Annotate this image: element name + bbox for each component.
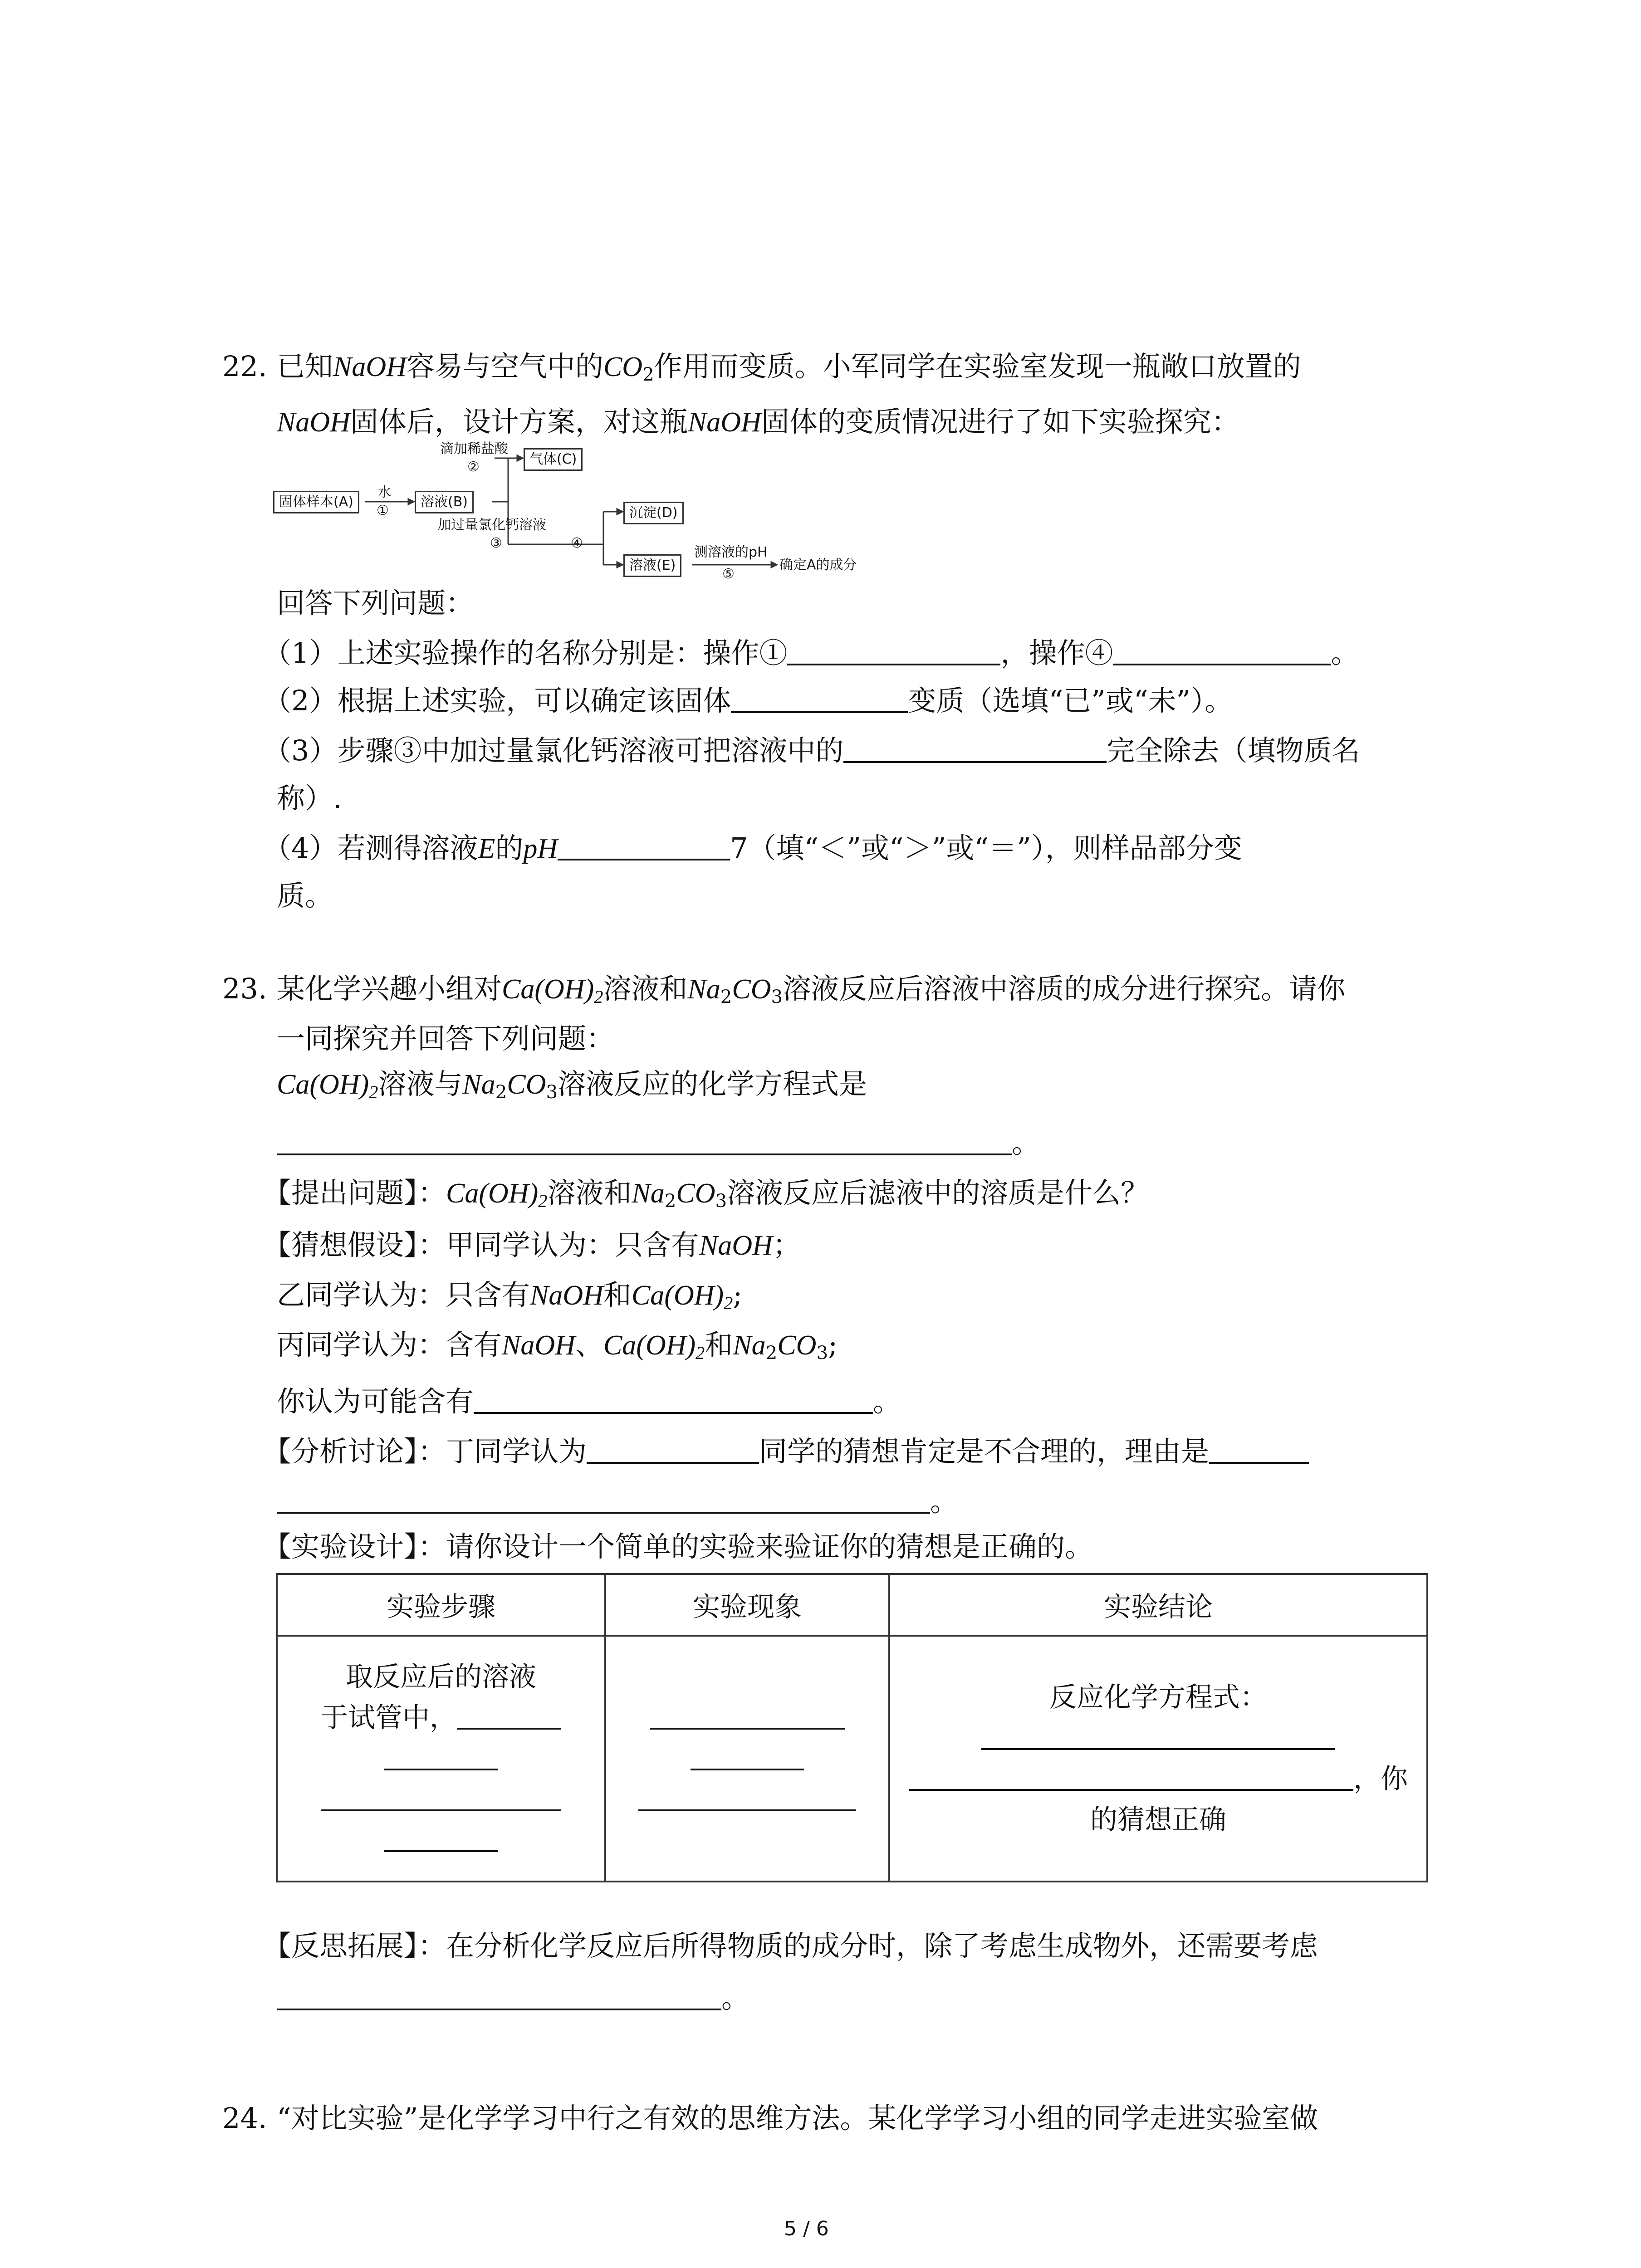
label-step4: ④: [571, 535, 583, 551]
cell-conclusion: 反应化学方程式： ，你 的猜想正确: [889, 1636, 1427, 1882]
blank-step-4[interactable]: [384, 1825, 498, 1852]
header-phenomena: 实验现象: [605, 1574, 889, 1636]
cell-phenomena: [605, 1636, 889, 1882]
label-determine-a: 确定A的成分: [779, 557, 857, 573]
q22-answer-intro: 回答下列问题：: [277, 587, 474, 620]
q23-tichu: 【提出问题】：$Ca(OH)_2$溶液和$Na_2CO_3$溶液反应后滤液中的溶质是什么？: [263, 1176, 1149, 1212]
box-solution-b: 溶液(B): [415, 491, 474, 513]
blank-chemical-equation[interactable]: [277, 1128, 1012, 1155]
cell-steps: 取反应后的溶液 于试管中，: [277, 1636, 605, 1882]
header-conclusion: 实验结论: [889, 1574, 1427, 1636]
table-header-row: [277, 1574, 1427, 1636]
q23-fenxi: 【分析讨论】：丁同学认为 同学的猜想肯定是不合理的，理由是: [263, 1433, 1309, 1470]
label-step1: ①: [377, 503, 389, 518]
q22-line-2: NaOH固体后，设计方案，对这瓶NaOH固体的变质情况进行了如下实验探究：: [277, 405, 1239, 438]
blank-your-guess[interactable]: [474, 1387, 873, 1414]
blank-reason-part2[interactable]: [277, 1486, 930, 1514]
page-number: 5 / 6: [784, 2217, 829, 2240]
q23-fenxi-cont: 。: [277, 1483, 958, 1520]
q23-sheji: 【实验设计】：请你设计一个简单的实验来验证你的猜想是正确的。: [263, 1530, 1093, 1563]
question-24-number: 24.: [222, 2102, 267, 2135]
label-add-hcl: 滴加稀盐酸: [440, 441, 508, 457]
q23-ni: 你认为可能含有 。: [277, 1385, 901, 1418]
blank-phenomenon-1[interactable]: [650, 1702, 845, 1730]
q23-fansi: 【反思拓展】：在分析化学反应后所得物质的成分时，除了考虑生成物外，还需要考虑: [263, 1929, 1318, 1962]
label-water: 水: [377, 484, 391, 500]
q24-line-1: “对比实验”是化学学习中行之有效的思维方法。某化学学习小组的同学走进实验室做: [277, 2102, 1318, 2135]
blank-unreasonable-student[interactable]: [587, 1437, 759, 1464]
q23-line-2: 一同探究并回答下列问题：: [277, 1022, 615, 1055]
blank-step-3[interactable]: [321, 1784, 561, 1811]
experiment-design-table: [276, 1573, 1428, 1882]
blank-solid-state[interactable]: [731, 686, 908, 713]
blank-phenomenon-3[interactable]: [638, 1784, 856, 1811]
q23-bing: 丙同学认为：含有NaOH、$Ca(OH)_2$和$Na_2CO_3$;: [277, 1328, 838, 1364]
q22-part-1: （1）上述实验操作的名称分别是：操作① ，操作④ 。: [263, 636, 1359, 670]
box-precipitate-d: 沉淀(D): [623, 502, 684, 524]
q23-line-1: 某化学兴趣小组对$Ca(OH)_2$溶液和$Na_2CO_3$溶液反应后溶液中溶质的成分进行探究。请你: [277, 972, 1346, 1008]
header-steps: 实验步骤: [277, 1574, 605, 1636]
question-23-number: 23.: [222, 972, 267, 1005]
blank-operation-4[interactable]: [1113, 638, 1331, 665]
q22-line-1: 已知NaOH容易与空气中的$CO_2$作用而变质。小军同学在实验室发现一瓶敞口放置的: [277, 350, 1301, 386]
blank-reflection[interactable]: [277, 1983, 721, 2010]
blank-conclusion-2[interactable]: [909, 1764, 1353, 1791]
blank-step-2[interactable]: [384, 1743, 498, 1770]
q22-part-4: （4）若测得溶液E的pH 7（填“＜”或“＞”或“＝”），则样品部分变: [263, 831, 1242, 865]
question-22-number: 22.: [222, 350, 267, 383]
box-gas-c: 气体(C): [524, 448, 583, 471]
box-sample-a: 固体样本(A): [273, 491, 359, 513]
label-step2: ②: [467, 459, 480, 475]
blank-phenomenon-2[interactable]: [691, 1743, 804, 1770]
q23-fansi-cont: 。: [277, 1980, 749, 2016]
label-step5: ⑤: [722, 566, 735, 582]
blank-ph-comparison[interactable]: [558, 833, 730, 860]
q22-part-4-cont: 质。: [277, 879, 333, 912]
blank-step-1[interactable]: [457, 1702, 561, 1730]
blank-reason-part1[interactable]: [1209, 1437, 1309, 1464]
diagram-arrows: [0, 0, 1641, 590]
q22-part-3-cont: 称）.: [277, 782, 342, 815]
label-measure-ph: 测溶液的pH: [694, 544, 768, 560]
table-row: [277, 1636, 1427, 1882]
q23-line-3: $Ca(OH)_2$溶液与$Na_2CO_3$溶液反应的化学方程式是: [277, 1067, 867, 1103]
q23-caixiang: 【猜想假设】：甲同学认为：只含有NaOH；: [263, 1228, 801, 1261]
q22-part-2: （2）根据上述实验，可以确定该固体 变质（选填“已”或“未”）。: [263, 684, 1233, 717]
q22-part-3: （3）步骤③中加过量氯化钙溶液可把溶液中的 完全除去（填物质名: [263, 734, 1360, 767]
label-step3: ③: [490, 535, 502, 551]
q23-yi: 乙同学认为：只含有NaOH和$Ca(OH)_2$;: [277, 1278, 743, 1314]
blank-substance-removed[interactable]: [843, 736, 1107, 763]
blank-operation-1[interactable]: [787, 638, 1000, 665]
label-add-cacl2: 加过量氯化钙溶液: [437, 517, 546, 533]
blank-conclusion-1[interactable]: [981, 1723, 1335, 1750]
q23-equation-blank-line: 。: [277, 1125, 1040, 1161]
box-solution-e: 溶液(E): [623, 554, 681, 577]
